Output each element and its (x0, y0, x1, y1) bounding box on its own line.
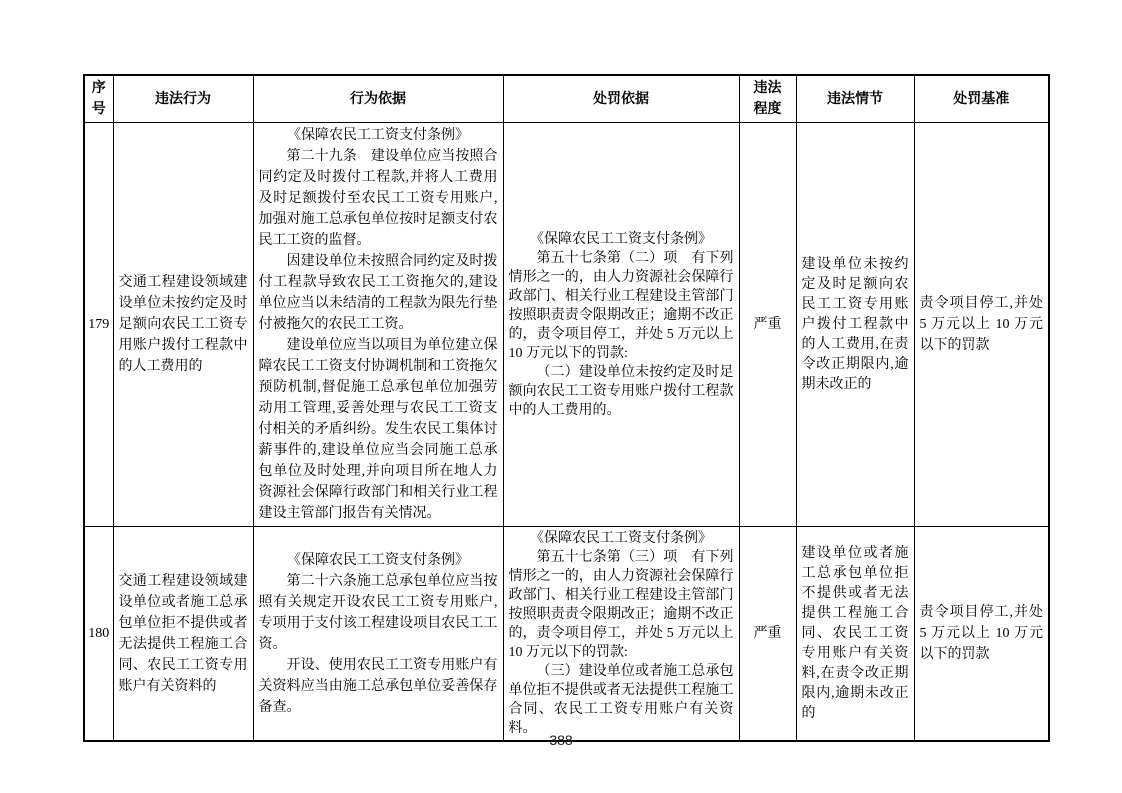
penalty-paragraph: （三）建设单位或者施工总承包单位拒不提供或者无法提供工程施工合同、农民工工资专用账户有关资料。 (508, 664, 734, 736)
violation-behavior-text: 交通工程建设领域建设单位未按约定及时足额向农民工工资专用账户拨付工程款中的人工费用的 (118, 275, 248, 374)
violation-circumstance-text: 建设单位或者施工总承包单位拒不提供或者无法提供工程施工合同、农民工工资专用账户有关资料,在责令改正期限内,逾期未改正的 (801, 545, 909, 721)
page-number: 388 (549, 732, 573, 748)
header-seq: 序号 (84, 75, 113, 123)
table-row-179 (84, 123, 1049, 527)
regulation-title: 《保障农民工工资支付条例》 (530, 531, 712, 546)
penalty-paragraph: （二）建设单位未按约定及时足额向农民工工资专用账户拨付工程款中的人工费用的。 (508, 364, 734, 418)
penalty-standards-table (83, 74, 1050, 742)
regulation-title: 《保障农民工工资支付条例》 (287, 552, 469, 568)
basis-paragraph: 开设、使用农民工工资专用账户有关资料应当由施工总承包单位妥善保存备查。 (258, 657, 498, 715)
cell-seq: 179 (84, 123, 113, 527)
table-header-row (84, 75, 1049, 123)
cell-violation-circumstance (796, 527, 914, 742)
header-violation-behavior: 违法行为 (113, 75, 253, 123)
cell-behavior-basis (253, 123, 503, 527)
header-penalty-standard: 处罚基准 (914, 75, 1049, 123)
basis-paragraph: 第二十九条 建设单位应当按照合同约定及时拨付工程款,并将人工费用及时足额拨付至农民工工资专用账户,加强对施工总承包单位按时足额支付农民工工资的监督。 (258, 149, 498, 248)
header-penalty-basis: 处罚依据 (503, 75, 739, 123)
cell-penalty-basis (503, 527, 739, 742)
violation-circumstance-text: 建设单位未按约定及时足额向农民工工资专用账户拨付工程款中的人工费用,在责令改正期限内,逾期未改正的 (801, 256, 909, 392)
header-violation-circumstance: 违法情节 (796, 75, 914, 123)
penalty-standard-text: 责令项目停工,并处 5 万元以上 10 万元以下的罚款 (919, 296, 1043, 353)
cell-violation-degree: 严重 (739, 123, 796, 527)
penalty-standard-text: 责令项目停工,并处 5 万元以上 10 万元以下的罚款 (919, 605, 1043, 662)
cell-behavior-basis (253, 527, 503, 742)
violation-behavior-text: 交通工程建设领域建设单位或者施工总承包单位拒不提供或者无法提供工程施工合同、农民工工资专用账户有关资料的 (118, 573, 248, 694)
cell-violation-behavior (113, 123, 253, 527)
cell-violation-behavior (113, 527, 253, 742)
regulation-title: 《保障农民工工资支付条例》 (287, 128, 469, 143)
penalty-paragraph: 第五十七条第（二）项 有下列情形之一的，由人力资源社会保障行政部门、相关行业工程建设主管部门按照职责责令限期改正；逾期不改正的，责令项目停工，并处 5 万元以上 10 万元以下的罚款: (508, 250, 734, 361)
cell-penalty-standard (914, 123, 1049, 527)
header-behavior-basis: 行为依据 (253, 75, 503, 123)
cell-seq: 180 (84, 527, 113, 742)
basis-paragraph: 第二十六条施工总承包单位应当按照有关规定开设农民工工资专用账户,专项用于支付该工程建设项目农民工工资。 (258, 573, 498, 652)
cell-violation-degree: 严重 (739, 527, 796, 742)
basis-paragraph: 建设单位应当以项目为单位建立保障农民工工资支付协调机制和工资拖欠预防机制,督促施工总承包单位加强劳动用工管理,妥善处理与农民工工资支付相关的矛盾纠纷。发生农民工集体讨薪事件的,建设单位应当会同施工总承包单位及时处理,并向项目所在地人力资源社会保障行政部门和相关行业工程建设主管部门报告有关情况。 (258, 338, 498, 521)
cell-penalty-standard (914, 527, 1049, 742)
table-row-180 (84, 527, 1049, 742)
header-violation-degree: 违法程度 (739, 75, 796, 123)
regulation-title: 《保障农民工工资支付条例》 (530, 231, 712, 247)
basis-paragraph: 因建设单位未按照合同约定及时拨付工程款导致农民工工资拖欠的,建设单位应当以未结清的工程款为限先行垫付被拖欠的农民工工资。 (258, 254, 498, 332)
cell-penalty-basis (503, 123, 739, 527)
cell-violation-circumstance (796, 123, 914, 527)
penalty-paragraph: 第五十七条第（三）项 有下列情形之一的，由人力资源社会保障行政部门、相关行业工程建设主管部门按照职责责令限期改正；逾期不改正的，责令项目停工，并处 5 万元以上 10 万元以下的罚款: (508, 550, 734, 660)
